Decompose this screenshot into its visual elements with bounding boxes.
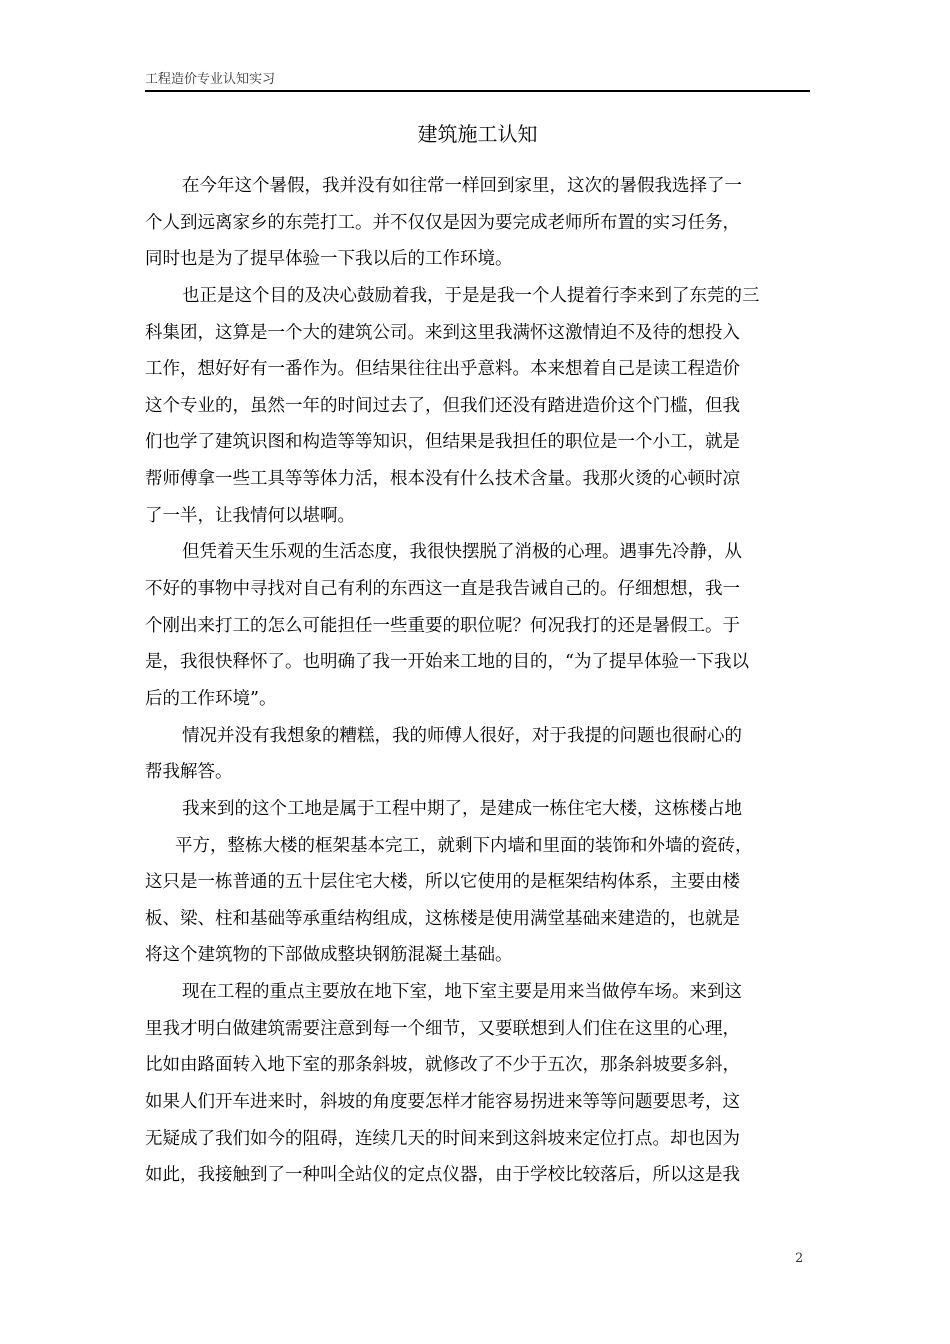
paragraph — [145, 278, 805, 534]
paragraph — [145, 534, 805, 717]
paragraph — [145, 974, 805, 1194]
text-line: 我来到的这个工地是属于工程中期了，是建成一栋住宅大楼，这栋楼占地 — [182, 798, 742, 819]
text-line: 帮师傅拿一些工具等等体力活，根本没有什么技术含量。我那火烫的心顿时凉 — [145, 469, 740, 490]
text-line: 后的工作环境”。 — [145, 688, 277, 709]
text-line: 这只是一栋普通的五十层住宅大楼，所以它使用的是框架结构体系，主要由楼 — [145, 872, 740, 893]
text-line: 但凭着天生乐观的生活态度，我很快摆脱了消极的心理。遇事先冷静，从 — [182, 542, 742, 563]
text-line: 无疑成了我们如今的阻碍，连续几天的时间来到这斜坡来定位打点。却也因为 — [145, 1128, 740, 1149]
text-line: 在今年这个暑假，我并没有如往常一样回到家里，这次的暑假我选择了一 — [182, 176, 742, 196]
text-line: 同时也是为了提早体验一下我以后的工作环境。 — [145, 249, 513, 270]
text-line: 们也学了建筑识图和构造等等知识，但结果是我担任的职位是一个小工，就是 — [145, 432, 740, 453]
text-line: 这个专业的，虽然一年的时间过去了，但我们还没有踏进造价这个门槛，但我 — [145, 395, 740, 416]
text-line: 是，我很快释怀了。也明确了我一开始来工地的目的，“为了提早体验一下我以 — [145, 652, 749, 673]
text-line: 工作，想好好有一番作为。但结果往往出乎意料。本来想着自己是读工程造价 — [145, 359, 740, 380]
text-line: 帮我解答。 — [145, 762, 233, 783]
text-line: 个刚出来打工的怎么可能担任一些重要的职位呢？何况我打的还是暑假工。于 — [145, 615, 740, 636]
paragraph — [145, 168, 805, 278]
text-line: 了一半，让我情何以堪啊。 — [145, 505, 355, 526]
page-header — [145, 68, 810, 92]
text-line: 现在工程的重点主要放在地下室，地下室主要是用来当做停车场。来到这 — [182, 982, 742, 1003]
text-line: 将这个建筑物的下部做成整块钢筋混凝土基础。 — [145, 945, 513, 966]
page-number: 2 — [795, 1251, 804, 1266]
text-line: 个人到远离家乡的东莞打工。并不仅仅是因为要完成老师所布置的实习任务， — [145, 212, 740, 233]
document-body — [145, 168, 805, 1194]
text-line: 平方，整栋大楼的框架基本完工，就剩下内墙和里面的装饰和外墙的瓷砖， — [175, 835, 753, 856]
text-line: 里我才明白做建筑需要注意到每一个细节，又要联想到人们住在这里的心理， — [145, 1018, 740, 1039]
paragraph — [145, 718, 805, 791]
text-line: 科集团，这算是一个大的建筑公司。来到这里我满怀这激情迫不及待的想投入 — [145, 322, 740, 343]
paragraph — [145, 791, 805, 974]
text-line: 不好的事物中寻找对自己有利的东西这一直是我告诫自己的。仔细想想，我一 — [145, 579, 740, 600]
text-line: 如此，我接触到了一种叫全站仪的定点仪器，由于学校比较落后，所以这是我 — [145, 1165, 740, 1186]
text-line: 情况并没有我想象的糟糕，我的师傅人很好，对于我提的问题也很耐心的 — [182, 725, 742, 746]
text-line: 也正是这个目的及决心鼓励着我，于是是我一个人提着行李来到了东莞的三 — [182, 285, 760, 306]
text-line: 板、梁、柱和基础等承重结构组成，这栋楼是使用满堂基础来建造的，也就是 — [145, 908, 740, 929]
text-line: 比如由路面转入地下室的那条斜坡，就修改了不少于五次，那条斜坡要多斜， — [145, 1055, 740, 1076]
text-line: 如果人们开车进来时，斜坡的角度要怎样才能容易拐进来等等问题要思考，这 — [145, 1092, 740, 1113]
header-text: 工程造价专业认知实习 — [145, 72, 276, 87]
document-title: 建筑施工认知 — [417, 122, 538, 146]
